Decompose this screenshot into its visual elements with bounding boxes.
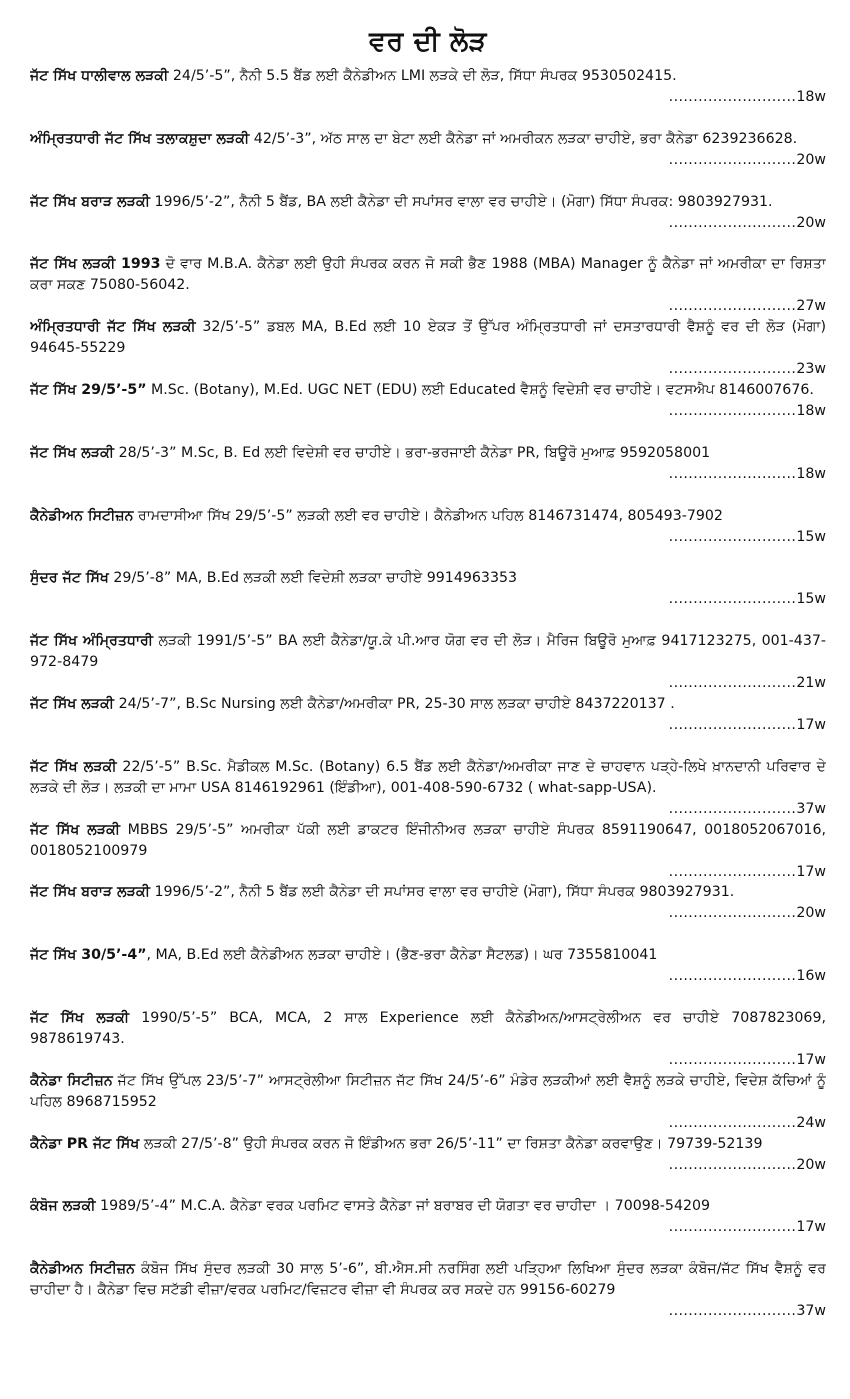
- dot-leader: ..........................: [668, 675, 797, 692]
- ad-body: 1996/5’-2”, ਨੈਨੀ 5 ਬੈਂਡ, BA ਲਈ ਕੈਨੇਡਾ ਦੀ ਸਪਾਂਸਰ ਵਾਲਾ ਵਰ ਚਾਹੀਏ। (ਮੋਗਾ) ਸਿੱਧਾ ਸੰਪਰਕ: 9803927931.: [149, 193, 773, 210]
- ad-code-row: [30, 862, 826, 882]
- ad-text: [30, 1134, 826, 1155]
- ad-text: [30, 1259, 826, 1301]
- dot-leader: ..........................: [668, 968, 797, 985]
- dot-leader: ..........................: [668, 863, 797, 880]
- ad-lead: ਕੈਨੇਡੀਅਨ ਸਿਟੀਜ਼ਨ: [30, 507, 134, 524]
- ad-code-row: [30, 1113, 826, 1133]
- ad-code-row: [30, 1301, 826, 1321]
- ad-code-row: [30, 213, 826, 233]
- ad-body: ਦੋ ਵਾਰ M.B.A. ਕੈਨੇਡਾ ਲਈ ਉਹੀ ਸੰਪਰਕ ਕਰਨ ਜੋ ਸਕੀ ਭੈਣ 1988 (MBA) Manager ਨੂੰ ਕੈਨੇਡਾ ਜਾਂ ਅਮਰੀਕਾ ਦਾ ਰਿਸ਼ਤਾ ਕਰਾ ਸਕਣ 75080-56042.: [30, 256, 826, 294]
- ad-code: 15w: [796, 591, 826, 608]
- ad-item: [30, 945, 826, 1008]
- ad-code: 17w: [796, 863, 826, 880]
- ads-list: [30, 66, 826, 1322]
- ad-text: [30, 129, 826, 150]
- ad-text: [30, 380, 826, 401]
- ad-code: 16w: [796, 968, 826, 985]
- dot-leader: ..........................: [668, 800, 797, 817]
- ad-body: 32/5’-5” ਡਬਲ MA, B.Ed ਲਈ 10 ਏਕੜ ਤੋਂ ਉੱਪਰ ਅੰਮ੍ਰਿਤਧਾਰੀ ਜਾਂ ਦਸਤਾਰਧਾਰੀ ਵੈਸ਼ਨੂੰ ਵਰ ਦੀ ਲੋੜ (ਮੋਗਾ) 94645-55229: [30, 319, 826, 357]
- ad-body: M.Sc. (Botany), M.Ed. UGC NET (EDU) ਲਈ Educated ਵੈਸ਼ਨੂੰ ਵਿਦੇਸ਼ੀ ਵਰ ਚਾਹੀਏ। ਵਟਸਐਪ 8146007676.: [146, 381, 814, 398]
- ad-code-row: [30, 1050, 826, 1070]
- ad-item: [30, 820, 826, 883]
- ad-text: [30, 568, 826, 589]
- ad-lead: ਜੱਟ ਸਿੱਖ ਧਾਲੀਵਾਲ ਲੜਕੀ: [30, 68, 169, 84]
- dot-leader: ..........................: [668, 298, 797, 315]
- ad-code-row: [30, 359, 826, 379]
- ad-body: 22/5’-5” B.Sc. ਮੈਡੀਕਲ M.Sc. (Botany) 6.5 ਬੈਂਡ ਲਈ ਕੈਨੇਡਾ/ਅਮਰੀਕਾ ਜਾਣ ਦੇ ਚਾਹਵਾਨ ਪੜ੍ਹੇ-ਲਿਖੇ ਖ਼ਾਨਦਾਨੀ ਪਰਿਵਾਰ ਦੇ ਲੜਕੇ ਦੀ ਲੋੜ। ਲੜਕੀ ਦਾ ਮਾਮਾ USA 8146192961 (ਇੰਡੀਆ), 001-408-590-6732 ( what-sapp-USA).: [30, 758, 826, 796]
- ad-code: 15w: [796, 528, 826, 545]
- dot-leader: ..........................: [668, 1051, 797, 1068]
- ad-body: , MA, B.Ed ਲਈ ਕੈਨੇਡੀਅਨ ਲੜਕਾ ਚਾਹੀਏ। (ਭੈਣ-ਭਰਾ ਕੈਨੇਡਾ ਸੈਟਲਡ)। ਘਰ 7355810041: [146, 947, 658, 964]
- ad-lead: ਜੱਟ ਸਿੱਖ 29/5’-5”: [30, 381, 147, 398]
- ad-lead: ਜੱਟ ਸਿੱਖ ਲੜਕੀ: [30, 758, 117, 775]
- ad-body: 28/5’-3” M.Sc, B. Ed ਲਈ ਵਿਦੇਸ਼ੀ ਵਰ ਚਾਹੀਏ। ਭਰਾ-ਭਰਜਾਈ ਕੈਨੇਡਾ PR, ਬਿਊਰੋ ਮੁਆਫ਼ 9592058001: [114, 444, 711, 461]
- dot-leader: ..........................: [668, 1114, 797, 1131]
- ad-code-row: [30, 87, 826, 107]
- dot-leader: ..........................: [668, 402, 797, 419]
- ad-lead: ਜੱਟ ਸਿੱਖ ਲੜਕੀ 1993: [30, 256, 161, 273]
- ad-code-row: [30, 715, 826, 735]
- ad-code-row: [30, 903, 826, 923]
- ad-lead: ਜੱਟ ਸਿੱਖ 30/5’-4”: [30, 947, 147, 964]
- ad-item: [30, 694, 826, 757]
- ad-code-row: [30, 589, 826, 609]
- ad-body: ਲੜਕੀ 1991/5’-5” BA ਲਈ ਕੈਨੇਡਾ/ਯੂ.ਕੇ ਪੀ.ਆਰ ਯੋਗ ਵਰ ਦੀ ਲੋੜ। ਮੈਰਿਜ ਬਿਊਰੋ ਮੁਆਫ਼ 9417123275, 001-437-972-8479: [30, 633, 826, 671]
- ad-body: 24/5’-7”, B.Sc Nursing ਲਈ ਕੈਨੇਡਾ/ਅਮਰੀਕਾ PR, 25-30 ਸਾਲ ਲੜਕਾ ਚਾਹੀਏ 8437220137 .: [114, 695, 675, 712]
- ad-item: [30, 129, 826, 192]
- ad-body: 1989/5’-4” M.C.A. ਕੈਨੇਡਾ ਵਰਕ ਪਰਮਿਟ ਵਾਸਤੇ ਕੈਨੇਡਾ ਜਾਂ ਬਰਾਬਰ ਦੀ ਯੋਗਤਾ ਵਰ ਚਾਹੀਦਾ । 70098-54209: [95, 1198, 711, 1215]
- ad-code: 24w: [796, 1114, 826, 1131]
- ad-body: ਕੰਬੋਜ ਸਿੱਖ ਸੁੰਦਰ ਲੜਕੀ 30 ਸਾਲ 5’-6”, ਬੀ.ਐਸ.ਸੀ ਨਰਸਿੰਗ ਲਈ ਪੜ੍ਹਿਆ ਲਿਖਿਆ ਸੁੰਦਰ ਲੜਕਾ ਕੰਬੋਜ/ਜੱਟ ਸਿੱਖ ਵੈਸ਼ਨੂੰ ਵਰ ਚਾਹੀਦਾ ਹੈ। ਕੈਨੇਡਾ ਵਿਚ ਸਟੱਡੀ ਵੀਜ਼ਾ/ਵਰਕ ਪਰਮਿਟ/ਵਿਜ਼ਟਰ ਵੀਜ਼ਾ ਵੀ ਸੰਪਰਕ ਕਰ ਸਕਦੇ ਹਨ 99156-60279: [30, 1261, 826, 1299]
- ad-text: [30, 66, 826, 87]
- dot-leader: ..........................: [668, 89, 797, 105]
- ad-lead: ਅੰਮ੍ਰਿਤਧਾਰੀ ਜੱਟ ਸਿੱਖ ਲੜਕੀ: [30, 319, 196, 336]
- ad-text: [30, 1071, 826, 1113]
- ad-item: [30, 1196, 826, 1259]
- ad-lead: ਕੈਨੇਡਾ PR ਜੱਟ ਸਿੱਖ: [30, 1135, 140, 1152]
- ad-body: 24/5’-5”, ਨੈਨੀ 5.5 ਬੈਂਡ ਲਈ ਕੈਨੇਡੀਅਨ LMI ਲੜਕੇ ਦੀ ਲੋੜ, ਸਿੱਧਾ ਸੰਪਰਕ 9530502415.: [168, 68, 677, 84]
- ad-item: [30, 1134, 826, 1197]
- ad-lead: ਜੱਟ ਸਿੱਖ ਅੰਮ੍ਰਿਤਧਾਰੀ: [30, 633, 154, 650]
- ad-code: 20w: [796, 151, 826, 168]
- ad-code: 17w: [796, 716, 826, 733]
- ad-body: MBBS 29/5’-5” ਅਮਰੀਕਾ ਪੱਕੀ ਲਈ ਡਾਕਟਰ ਇੰਜੀਨੀਅਰ ਲੜਕਾ ਚਾਹੀਏ ਸੰਪਰਕ 8591190647, 0018052067016, 0018052100979: [30, 821, 826, 859]
- ad-code: 37w: [796, 800, 826, 817]
- ad-lead: ਕੰਬੋਜ ਲੜਕੀ: [30, 1198, 96, 1215]
- ad-lead: ਅੰਮ੍ਰਿਤਧਾਰੀ ਜੱਟ ਸਿੱਖ ਤਲਾਕਸ਼ੁਦਾ ਲੜਕੀ: [30, 130, 250, 147]
- ad-text: [30, 757, 826, 799]
- ad-lead: ਜੱਟ ਸਿੱਖ ਬਰਾੜ ਲੜਕੀ: [30, 884, 150, 901]
- ad-item: [30, 1259, 826, 1322]
- ad-code: 20w: [796, 214, 826, 231]
- ad-code: 23w: [796, 361, 826, 378]
- ad-code: 17w: [796, 1219, 826, 1236]
- ad-item: [30, 317, 826, 380]
- dot-leader: ..........................: [668, 528, 797, 545]
- ad-lead: ਕੈਨੇਡਾ ਸਿਟੀਜ਼ਨ: [30, 1072, 113, 1089]
- dot-leader: ..........................: [668, 214, 797, 231]
- dot-leader: ..........................: [668, 716, 797, 733]
- ad-lead: ਜੱਟ ਸਿੱਖ ਬਰਾੜ ਲੜਕੀ: [30, 193, 150, 210]
- ad-code: 18w: [796, 89, 826, 105]
- ad-code-row: [30, 799, 826, 819]
- ad-item: [30, 443, 826, 506]
- ad-text: [30, 506, 826, 527]
- dot-leader: ..........................: [668, 1219, 797, 1236]
- ad-text: [30, 192, 826, 213]
- ad-code-row: [30, 150, 826, 170]
- ad-item: [30, 1008, 826, 1071]
- dot-leader: ..........................: [668, 1303, 797, 1320]
- ad-item: [30, 882, 826, 945]
- ad-code-row: [30, 464, 826, 484]
- dot-leader: ..........................: [668, 591, 797, 608]
- ad-item: [30, 192, 826, 255]
- ad-lead: ਕੈਨੇਡੀਅਨ ਸਿਟੀਜ਼ਨ: [30, 1261, 136, 1278]
- ad-code-row: [30, 527, 826, 547]
- dot-leader: ..........................: [668, 361, 797, 378]
- ad-item: [30, 568, 826, 631]
- ad-text: [30, 694, 826, 715]
- ad-code: 17w: [796, 1051, 826, 1068]
- ad-code: 18w: [796, 465, 826, 482]
- ad-code: 37w: [796, 1303, 826, 1320]
- ad-code-row: [30, 296, 826, 316]
- ad-body: ਲੜਕੀ 27/5’-8” ਉਹੀ ਸੰਪਰਕ ਕਰਨ ਜੋ ਇੰਡੀਅਨ ਭਰਾ 26/5’-11” ਦਾ ਰਿਸ਼ਤਾ ਕੈਨੇਡਾ ਕਰਵਾਉਣ। 79739-52139: [139, 1135, 763, 1152]
- ad-code-row: [30, 401, 826, 421]
- dot-leader: ..........................: [668, 905, 797, 922]
- ad-item: [30, 66, 826, 129]
- dot-leader: ..........................: [668, 151, 797, 168]
- ad-item: [30, 1071, 826, 1134]
- ad-code: 18w: [796, 402, 826, 419]
- ad-item: [30, 506, 826, 569]
- page-title: ਵਰ ਦੀ ਲੋੜ: [369, 26, 487, 57]
- ad-text: [30, 1008, 826, 1050]
- ad-item: [30, 254, 826, 317]
- ad-code-row: [30, 1217, 826, 1237]
- ad-code: 20w: [796, 1156, 826, 1173]
- ad-body: 42/5’-3”, ਅੱਠ ਸਾਲ ਦਾ ਬੇਟਾ ਲਈ ਕੈਨੇਡਾ ਜਾਂ ਅਮਰੀਕਨ ਲੜਕਾ ਚਾਹੀਏ, ਭਰਾ ਕੈਨੇਡਾ 6239236628.: [249, 130, 798, 147]
- ad-text: [30, 254, 826, 296]
- ad-text: [30, 443, 826, 464]
- ad-text: [30, 631, 826, 673]
- ad-body: 1996/5’-2”, ਨੈਨੀ 5 ਬੈਂਡ ਲਈ ਕੈਨੇਡਾ ਦੀ ਸਪਾਂਸਰ ਵਾਲਾ ਵਰ ਚਾਹੀਏ (ਮੋਗਾ), ਸਿੱਧਾ ਸੰਪਰਕ 9803927931.: [149, 884, 735, 901]
- ad-lead: ਸੁੰਦਰ ਜੱਟ ਸਿੱਖ: [30, 570, 109, 587]
- ad-lead: ਜੱਟ ਸਿੱਖ ਲੜਕੀ: [30, 695, 115, 712]
- ad-body: ਜੱਟ ਸਿੱਖ ਉੱਪਲ 23/5’-7” ਆਸਟ੍ਰੇਲੀਆ ਸਿਟੀਜ਼ਨ ਜੱਟ ਸਿੱਖ 24/5’-6” ਮੰਡੇਰ ਲੜਕੀਆਂ ਲਈ ਵੈਸ਼ਨੂੰ ਲੜਕੇ ਚਾਹੀਏ, ਵਿਦੇਸ਼ ਕੱਚਿਆਂ ਨੂੰ ਪਹਿਲ 8968715952: [30, 1072, 826, 1110]
- ad-text: [30, 945, 826, 966]
- ad-text: [30, 820, 826, 862]
- ad-text: [30, 882, 826, 903]
- dot-leader: ..........................: [668, 465, 797, 482]
- ad-code-row: [30, 1155, 826, 1175]
- ad-lead: ਜੱਟ ਸਿੱਖ ਲੜਕੀ: [30, 1009, 130, 1026]
- dot-leader: ..........................: [668, 1156, 797, 1173]
- ad-code: 21w: [796, 675, 826, 692]
- ad-code-row: [30, 966, 826, 986]
- ad-lead: ਜੱਟ ਸਿੱਖ ਲੜਕੀ: [30, 821, 121, 838]
- ad-body: 29/5’-8” MA, B.Ed ਲੜਕੀ ਲਈ ਵਿਦੇਸ਼ੀ ਲੜਕਾ ਚਾਹੀਏ 9914963353: [108, 570, 518, 587]
- ad-code: 27w: [796, 298, 826, 315]
- ad-code: 20w: [796, 905, 826, 922]
- ad-body: ਰਾਮਦਾਸੀਆ ਸਿੱਖ 29/5’-5” ਲੜਕੀ ਲਈ ਵਰ ਚਾਹੀਏ। ਕੈਨੇਡੀਅਨ ਪਹਿਲ 8146731474, 805493-7902: [133, 507, 723, 524]
- ad-body: 1990/5’-5” BCA, MCA, 2 ਸਾਲ Experience ਲਈ ਕੈਨੇਡੀਅਨ/ਆਸਟ੍ਰੇਲੀਅਨ ਵਰ ਚਾਹੀਏ 7087823069, 9878619743.: [30, 1009, 826, 1047]
- ad-code-row: [30, 673, 826, 693]
- ad-item: [30, 631, 826, 694]
- ad-text: [30, 1196, 826, 1217]
- ad-lead: ਜੱਟ ਸਿੱਖ ਲੜਕੀ: [30, 444, 115, 461]
- ad-text: [30, 317, 826, 359]
- ad-item: [30, 380, 826, 443]
- ad-item: [30, 757, 826, 820]
